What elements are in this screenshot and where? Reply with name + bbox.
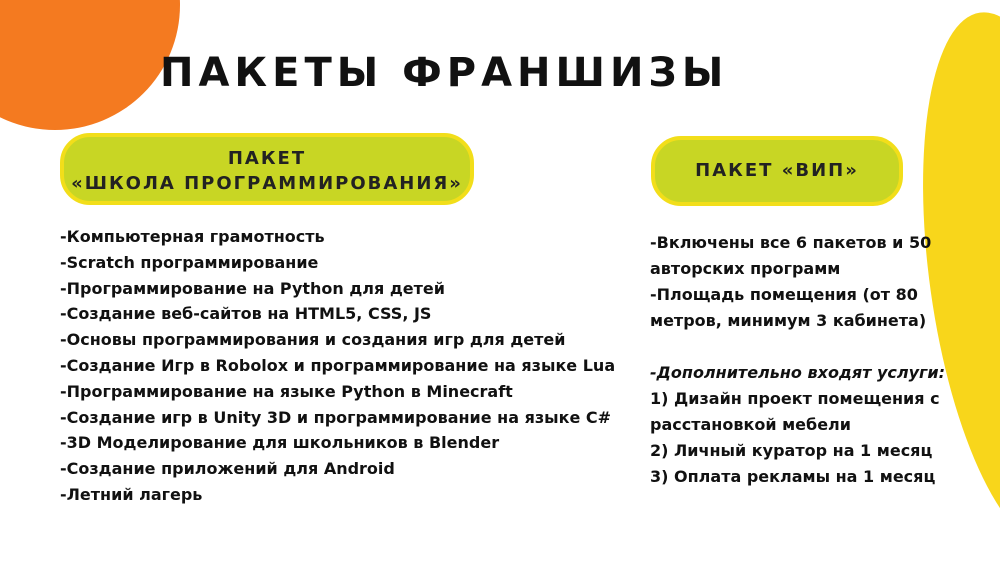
list-item: -Создание Игр в Robolox и программирование на языке Lua xyxy=(60,355,616,375)
page-title: ПАКЕТЫ ФРАНШИЗЫ xyxy=(160,50,729,96)
list-item: -Создание веб-сайтов на HTML5, CSS, JS xyxy=(60,304,432,324)
school-package-list xyxy=(60,224,615,508)
list-item: -Компьютерная грамотность xyxy=(60,227,325,246)
list-item: -Программирование на Python для детей xyxy=(60,278,445,298)
list-item: -3D Моделирование для школьников в Blender xyxy=(60,433,500,453)
vip-included-text: -Включены все 6 пакетов и 50 авторских программ xyxy=(650,233,932,278)
list-item: -Создание игр в Unity 3D и программирование на языке C# xyxy=(60,407,612,427)
vip-package-details xyxy=(650,230,950,490)
spacer xyxy=(650,334,950,360)
list-item: 3) Оплата рекламы на 1 месяц xyxy=(650,467,936,486)
vip-extras-list xyxy=(650,386,950,490)
list-item: -Основы программирования и создания игр для детей xyxy=(60,330,566,350)
vip-package-badge: ПАКЕТ «ВИП» xyxy=(651,136,903,206)
vip-area-text: -Площадь помещения (от 80 метров, минимум 3 кабинета) xyxy=(650,285,927,330)
school-package-badge xyxy=(60,133,474,205)
list-item: -Программирование на языке Python в Minecraft xyxy=(60,381,513,401)
vip-extras-title: -Дополнительно входят услуги: xyxy=(650,363,945,382)
list-item: 2) Личный куратор на 1 месяц xyxy=(650,441,933,460)
school-package-title-line1: ПАКЕТ xyxy=(227,148,307,169)
list-item: -Летний лагерь xyxy=(60,484,203,504)
list-item: 1) Дизайн проект помещения с расстановкой мебели xyxy=(650,389,940,434)
list-item: -Создание приложений для Android xyxy=(60,459,395,479)
school-package-title-line2: «ШКОЛА ПРОГРАММИРОВАНИЯ» xyxy=(71,173,463,194)
list-item: -Scratch программирование xyxy=(60,252,319,272)
orange-blob-decoration xyxy=(0,0,180,130)
